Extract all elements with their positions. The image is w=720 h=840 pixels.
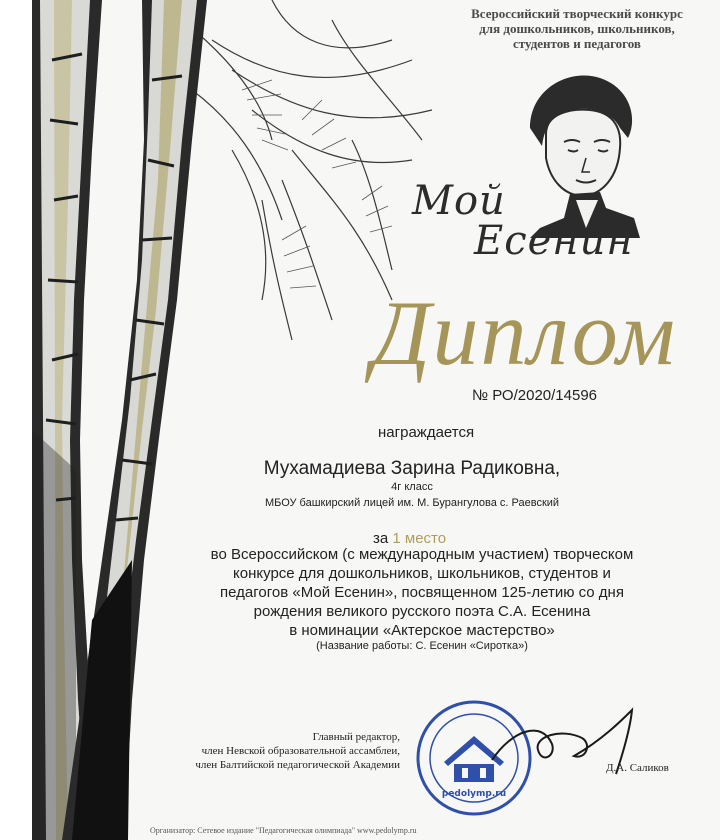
- place-value: 1 место: [392, 530, 447, 547]
- diploma-title: Диплом: [372, 282, 677, 384]
- esenin-portrait-illustration: [510, 68, 650, 238]
- award-description: [172, 545, 672, 640]
- description-line-1: во Всероссийском (с международным участием) творческом: [210, 546, 634, 563]
- editor-credentials: [150, 730, 400, 772]
- header-line-3: студентов и педагогов: [513, 36, 641, 51]
- recipient-school: МБОУ башкирский лицей им. М. Бурангулова с. Раевский: [264, 497, 560, 509]
- editor-line-2: член Невской образовательной ассамблеи,: [201, 745, 400, 757]
- work-title: (Название работы: С. Есенин «Сиротка»): [316, 640, 528, 652]
- editor-line-1: Главный редактор,: [312, 731, 400, 743]
- recipient-grade: 4г класс: [391, 481, 433, 493]
- contest-header: [427, 6, 720, 51]
- organizer-footer: Организатор: Сетевое издание "Педагогическая олимпиада" www.pedolymp.ru: [150, 826, 417, 835]
- description-line-2: конкурсе для дошкольников, школьников, студентов и: [233, 565, 611, 582]
- seal-site-text: pedolymp.ru: [441, 789, 507, 799]
- signer-name: Д.А. Саликов: [606, 762, 669, 774]
- description-line-3: педагогов «Мой Есенин», посвященном 125-летию со дня: [220, 584, 624, 601]
- brand-line-2: Есенин: [474, 218, 634, 264]
- description-line-4: рождения великого русского поэта С.А. Есенина: [253, 603, 591, 620]
- brand-line-1: Мой: [412, 178, 506, 224]
- editor-line-3: член Балтийской педагогической Академии: [195, 759, 400, 771]
- diploma-sheet: [32, 0, 720, 840]
- header-line-1: Всероссийский творческий конкурс: [471, 6, 683, 21]
- recipient-name: Мухамадиева Зарина Радиковна,: [263, 458, 561, 479]
- awarded-label: награждается: [378, 424, 475, 441]
- diploma-number: № РО/2020/14596: [472, 387, 598, 404]
- header-line-2: для дошкольников, школьников,: [479, 21, 675, 36]
- description-line-5: в номинации «Актерское мастерство»: [289, 622, 555, 639]
- place-prefix: за: [373, 530, 393, 547]
